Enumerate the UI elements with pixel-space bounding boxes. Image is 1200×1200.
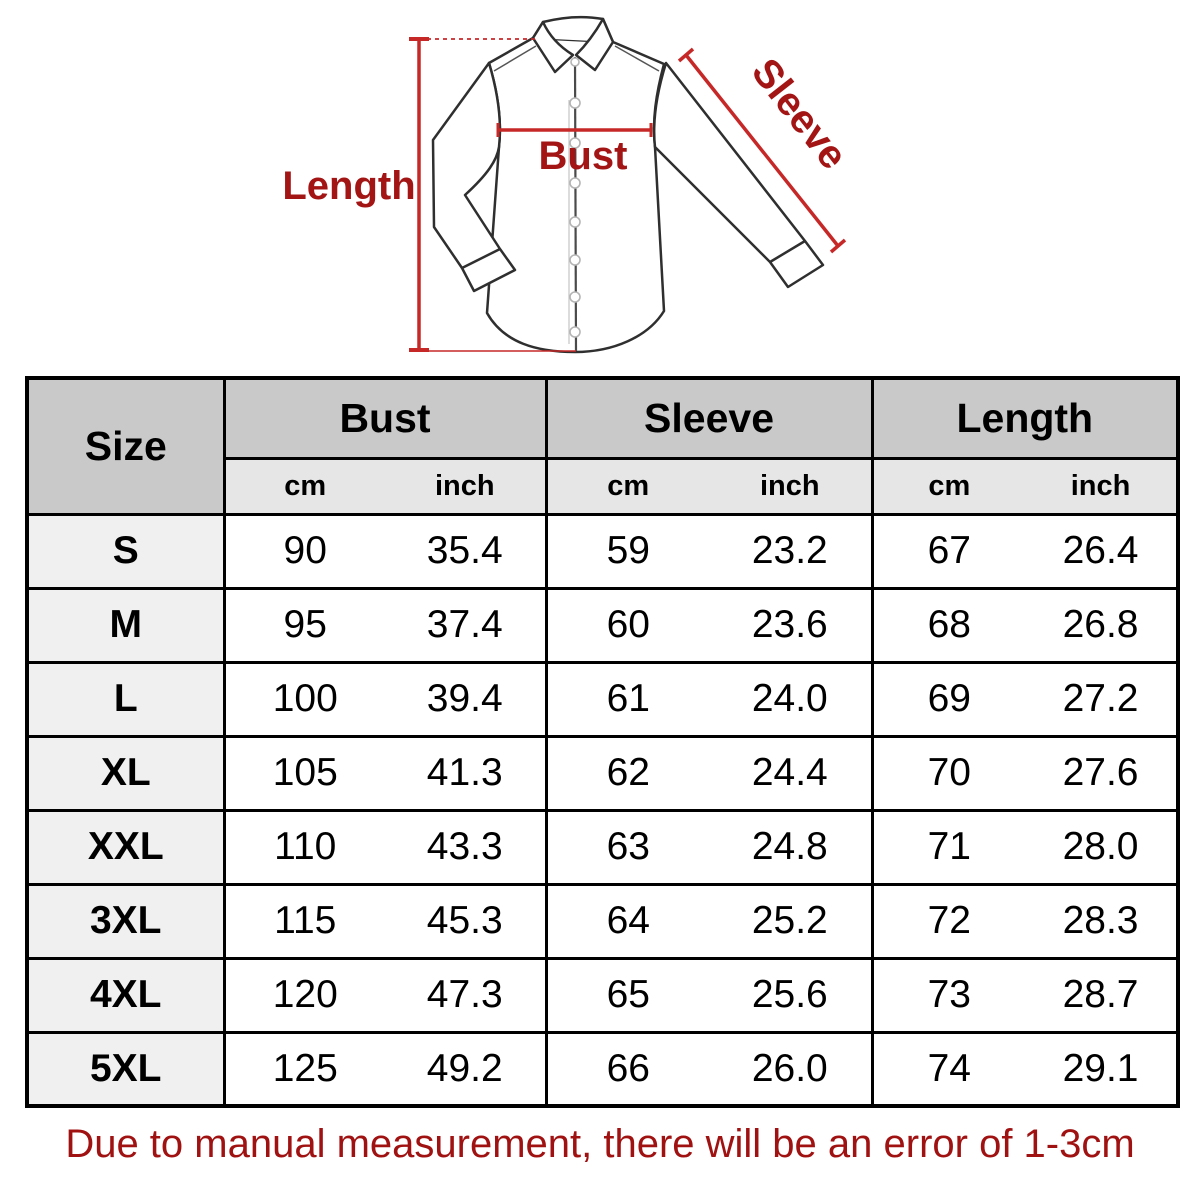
sleeve-inch-value: 25.6 bbox=[709, 958, 872, 1032]
shirt-measurement-diagram bbox=[0, 0, 1200, 376]
table-row bbox=[27, 514, 1178, 588]
length-inch-value: 28.7 bbox=[1025, 958, 1178, 1032]
bust-cm-header: cm bbox=[224, 458, 385, 514]
length-cm-value: 71 bbox=[872, 810, 1025, 884]
length-inch-value: 26.4 bbox=[1025, 514, 1178, 588]
size-column-header: Size bbox=[27, 378, 224, 514]
length-inch-header: inch bbox=[1025, 458, 1178, 514]
length-inch-value: 29.1 bbox=[1025, 1032, 1178, 1106]
size-label: 4XL bbox=[27, 958, 224, 1032]
sleeve-cm-value: 61 bbox=[546, 662, 709, 736]
bust-cm-value: 90 bbox=[224, 514, 385, 588]
sleeve-group-header: Sleeve bbox=[546, 378, 872, 458]
bust-inch-header: inch bbox=[385, 458, 546, 514]
bust-cm-value: 110 bbox=[224, 810, 385, 884]
size-label: 5XL bbox=[27, 1032, 224, 1106]
length-inch-value: 28.3 bbox=[1025, 884, 1178, 958]
table-row bbox=[27, 662, 1178, 736]
bust-inch-value: 45.3 bbox=[385, 884, 546, 958]
sleeve-inch-header: inch bbox=[709, 458, 872, 514]
table-row bbox=[27, 588, 1178, 662]
sleeve-inch-value: 23.6 bbox=[709, 588, 872, 662]
sleeve-label: Sleeve bbox=[742, 50, 856, 178]
sleeve-cm-value: 59 bbox=[546, 514, 709, 588]
table-row bbox=[27, 736, 1178, 810]
bust-group-header: Bust bbox=[224, 378, 546, 458]
button-icon bbox=[570, 292, 580, 302]
bust-cm-value: 115 bbox=[224, 884, 385, 958]
table-row bbox=[27, 1032, 1178, 1106]
sleeve-inch-value: 23.2 bbox=[709, 514, 872, 588]
length-inch-value: 26.8 bbox=[1025, 588, 1178, 662]
size-label: XXL bbox=[27, 810, 224, 884]
sleeve-inch-value: 24.4 bbox=[709, 736, 872, 810]
sleeve-cm-value: 62 bbox=[546, 736, 709, 810]
table-row bbox=[27, 810, 1178, 884]
size-label: M bbox=[27, 588, 224, 662]
bust-cm-value: 100 bbox=[224, 662, 385, 736]
bust-inch-value: 35.4 bbox=[385, 514, 546, 588]
sleeve-cm-value: 64 bbox=[546, 884, 709, 958]
sleeve-inch-value: 24.0 bbox=[709, 662, 872, 736]
shirt-diagram-svg bbox=[0, 0, 1200, 376]
bust-inch-value: 37.4 bbox=[385, 588, 546, 662]
size-label: L bbox=[27, 662, 224, 736]
button-icon bbox=[571, 58, 579, 66]
length-cm-value: 74 bbox=[872, 1032, 1025, 1106]
bust-cm-value: 125 bbox=[224, 1032, 385, 1106]
bust-inch-value: 39.4 bbox=[385, 662, 546, 736]
button-icon bbox=[570, 217, 580, 227]
table-header-row bbox=[27, 378, 1178, 458]
length-cm-header: cm bbox=[872, 458, 1025, 514]
length-cm-value: 70 bbox=[872, 736, 1025, 810]
button-icon bbox=[570, 178, 580, 188]
sleeve-cm-value: 65 bbox=[546, 958, 709, 1032]
sleeve-cm-value: 63 bbox=[546, 810, 709, 884]
sleeve-inch-value: 24.8 bbox=[709, 810, 872, 884]
measurement-error-note: Due to manual measurement, there will be an error of 1-3cm bbox=[65, 1122, 1135, 1166]
sleeve-cm-value: 60 bbox=[546, 588, 709, 662]
length-cm-value: 67 bbox=[872, 514, 1025, 588]
length-label: Length bbox=[282, 164, 416, 208]
length-group-header: Length bbox=[872, 378, 1178, 458]
sleeve-inch-value: 25.2 bbox=[709, 884, 872, 958]
size-label: 3XL bbox=[27, 884, 224, 958]
length-cm-value: 73 bbox=[872, 958, 1025, 1032]
bust-cm-value: 95 bbox=[224, 588, 385, 662]
bust-cm-value: 120 bbox=[224, 958, 385, 1032]
bust-inch-value: 41.3 bbox=[385, 736, 546, 810]
size-label: XL bbox=[27, 736, 224, 810]
button-icon bbox=[570, 327, 580, 337]
length-cm-value: 72 bbox=[872, 884, 1025, 958]
bust-cm-value: 105 bbox=[224, 736, 385, 810]
button-icon bbox=[570, 98, 580, 108]
bust-inch-value: 43.3 bbox=[385, 810, 546, 884]
size-table bbox=[25, 376, 1180, 1108]
length-inch-value: 27.2 bbox=[1025, 662, 1178, 736]
table-row bbox=[27, 958, 1178, 1032]
bust-inch-value: 47.3 bbox=[385, 958, 546, 1032]
bust-inch-value: 49.2 bbox=[385, 1032, 546, 1106]
bust-label: Bust bbox=[538, 134, 628, 178]
size-label: S bbox=[27, 514, 224, 588]
button-icon bbox=[570, 255, 580, 265]
sleeve-cm-value: 66 bbox=[546, 1032, 709, 1106]
length-inch-value: 28.0 bbox=[1025, 810, 1178, 884]
sleeve-cm-header: cm bbox=[546, 458, 709, 514]
table-row bbox=[27, 884, 1178, 958]
length-inch-value: 27.6 bbox=[1025, 736, 1178, 810]
length-cm-value: 69 bbox=[872, 662, 1025, 736]
sleeve-inch-value: 26.0 bbox=[709, 1032, 872, 1106]
length-cm-value: 68 bbox=[872, 588, 1025, 662]
